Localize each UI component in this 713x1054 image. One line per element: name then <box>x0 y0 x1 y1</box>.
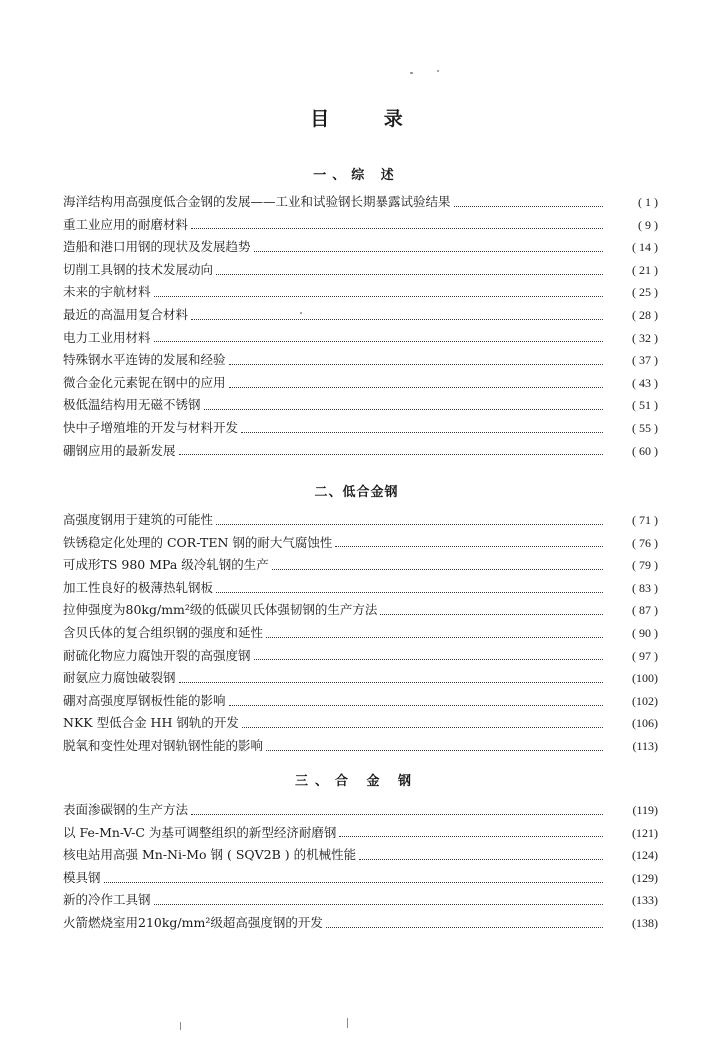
dot-leader <box>254 659 603 660</box>
toc-entry-page-number: ( 9 ) <box>638 217 658 232</box>
toc-entry[interactable] <box>63 668 658 691</box>
toc-entry[interactable] <box>63 328 658 351</box>
toc-entry-title: 火箭燃烧室用210kg/mm²级超高强度钢的开发 <box>63 914 323 930</box>
toc-entry-page-number: ( 51 ) <box>632 398 658 413</box>
toc-entry-title: 核电站用高强 Mn-Ni-Mo 钢 ( SQV2B ) 的机械性能 <box>63 847 357 863</box>
toc-entry-title: NKK 型低合金 HH 钢轨的开发 <box>63 715 239 731</box>
toc-entry-title: 脱氧和变性处理对钢轨钢性能的影响 <box>63 737 264 753</box>
toc-entry[interactable] <box>63 441 658 464</box>
toc-entry-title: 耐硫化物应力腐蚀开裂的高强度钢 <box>63 647 251 663</box>
toc-entry-page-number: ( 1 ) <box>638 195 658 209</box>
toc-entry-title: 耐氨应力腐蚀破裂钢 <box>63 670 176 686</box>
toc-entry-page-number: ( 37 ) <box>632 353 658 368</box>
toc-entry-page-number: ( 21 ) <box>632 262 658 277</box>
toc-entry[interactable] <box>63 350 658 373</box>
toc-list-alloy-steel <box>63 800 658 936</box>
toc-entry-page-number: (113) <box>632 738 658 753</box>
dot-leader <box>242 727 603 728</box>
dot-leader <box>454 206 603 207</box>
dot-leader <box>229 364 603 365</box>
toc-entry-title: 切削工具钢的技术发展动向 <box>63 261 214 277</box>
dot-leader <box>266 750 603 751</box>
toc-list-overview <box>63 192 658 463</box>
toc-entry[interactable] <box>63 555 658 578</box>
toc-entry-page-number: (129) <box>632 870 658 885</box>
toc-entry-page-number: ( 43 ) <box>632 375 658 390</box>
toc-entry[interactable] <box>63 282 658 305</box>
toc-entry-page-number: ( 28 ) <box>632 307 658 322</box>
toc-entry[interactable] <box>63 691 658 714</box>
toc-entry-title: 特殊钢水平连铸的发展和经验 <box>63 352 226 368</box>
toc-entry-page-number: ( 71 ) <box>632 513 658 527</box>
toc-entry-title: 微合金化元素铌在钢中的应用 <box>63 374 226 390</box>
dot-leader <box>359 859 603 860</box>
toc-entry-page-number: (106) <box>632 716 658 731</box>
toc-entry-page-number: ( 87 ) <box>632 603 658 618</box>
toc-entry[interactable] <box>63 845 658 868</box>
toc-entry-title: 铁锈稳定化处理的 COR-TEN 钢的耐大气腐蚀性 <box>63 534 333 550</box>
dot-leader <box>191 814 603 815</box>
toc-entry-title: 新的冷作工具钢 <box>63 892 151 908</box>
dot-leader <box>229 705 603 706</box>
dot-leader <box>154 904 603 905</box>
toc-entry-page-number: ( 60 ) <box>632 443 658 458</box>
toc-entry-title: 含贝氏体的复合组织钢的强度和延性 <box>63 624 264 640</box>
toc-entry-page-number: ( 90 ) <box>632 625 658 640</box>
toc-entry[interactable] <box>63 823 658 846</box>
dot-leader <box>335 546 603 547</box>
toc-entry[interactable] <box>63 713 658 736</box>
dot-leader <box>266 637 603 638</box>
toc-entry-page-number: ( 97 ) <box>632 648 658 663</box>
toc-entry-title: 未来的宇航材料 <box>63 284 151 300</box>
toc-entry-title: 电力工业用材料 <box>63 329 151 345</box>
toc-entry[interactable] <box>63 600 658 623</box>
toc-entry[interactable] <box>63 800 658 823</box>
dot-leader <box>254 251 603 252</box>
toc-entry[interactable] <box>63 192 658 215</box>
dot-leader <box>272 569 603 570</box>
toc-entry-page-number: (100) <box>632 671 658 686</box>
toc-entry-title: 极低温结构用无磁不锈钢 <box>63 397 201 413</box>
toc-entry-title: 造船和港口用钢的现状及发展趋势 <box>63 239 251 255</box>
dot-leader <box>191 319 603 320</box>
section-heading-alloy-steel: 三、合 金 钢 <box>294 774 419 789</box>
toc-entry-page-number: (138) <box>632 915 658 930</box>
toc-entry[interactable] <box>63 373 658 396</box>
toc-entry-title: 模具钢 <box>63 869 101 885</box>
toc-entry-page-number: (119) <box>632 803 658 817</box>
toc-entry-page-number: (102) <box>632 693 658 708</box>
scan-speck <box>410 72 413 74</box>
toc-entry[interactable] <box>63 418 658 441</box>
toc-entry[interactable] <box>63 533 658 556</box>
dot-leader <box>104 882 603 883</box>
toc-entry-page-number: (133) <box>632 893 658 908</box>
toc-entry[interactable] <box>63 913 658 936</box>
toc-entry-page-number: ( 76 ) <box>632 535 658 550</box>
toc-entry[interactable] <box>63 623 658 646</box>
toc-entry-page-number: ( 14 ) <box>632 240 658 255</box>
toc-entry[interactable] <box>63 305 658 328</box>
toc-entry[interactable] <box>63 736 658 759</box>
toc-entry[interactable] <box>63 215 658 238</box>
scan-speck <box>347 1018 348 1028</box>
toc-entry[interactable] <box>63 237 658 260</box>
dot-leader <box>154 296 603 297</box>
dot-leader <box>216 524 603 525</box>
toc-entry[interactable] <box>63 510 658 533</box>
toc-entry[interactable] <box>63 578 658 601</box>
toc-entry-title: 硼钢应用的最新发展 <box>63 442 176 458</box>
toc-entry-title: 最近的高温用复合材料 <box>63 306 189 322</box>
dot-leader <box>179 682 603 683</box>
toc-entry-page-number: ( 32 ) <box>632 330 658 345</box>
dot-leader <box>380 614 603 615</box>
toc-entry-title: 海洋结构用高强度低合金钢的发展——工业和试验钢长期暴露试验结果 <box>63 194 451 209</box>
section-heading-overview: 一、综 述 <box>313 168 400 183</box>
scan-speck <box>180 1022 181 1030</box>
dot-leader <box>179 454 603 455</box>
toc-entry[interactable] <box>63 260 658 283</box>
toc-entry-page-number: ( 55 ) <box>632 420 658 435</box>
dot-leader <box>241 432 603 433</box>
toc-entry[interactable] <box>63 395 658 418</box>
toc-entry[interactable] <box>63 646 658 669</box>
dot-leader <box>229 387 603 388</box>
toc-entry-title: 以 Fe-Mn-V-C 为基可调整组织的新型经济耐磨钢 <box>63 824 337 840</box>
toc-entry-page-number: ( 83 ) <box>632 580 658 595</box>
toc-entry[interactable] <box>63 868 658 891</box>
dot-leader <box>326 927 603 928</box>
dot-leader <box>191 228 603 229</box>
toc-entry-title: 高强度钢用于建筑的可能性 <box>63 512 214 527</box>
toc-entry-page-number: (124) <box>632 848 658 863</box>
dot-leader <box>154 341 603 342</box>
toc-entry[interactable] <box>63 890 658 913</box>
scan-speck <box>300 312 302 314</box>
toc-entry-title: 加工性良好的极薄热轧钢板 <box>63 579 214 595</box>
toc-list-low-alloy-steel <box>63 510 658 759</box>
toc-entry-page-number: ( 25 ) <box>632 285 658 300</box>
toc-entry-page-number: (121) <box>632 825 658 840</box>
toc-entry-title: 拉伸强度为80kg/mm²级的低碳贝氏体强韧钢的生产方法 <box>63 602 378 618</box>
scan-speck <box>437 70 439 72</box>
dot-leader <box>216 274 603 275</box>
page-title: 目 录 <box>310 108 427 130</box>
toc-entry-title: 可成形TS 980 MPa 级冷轧钢的生产 <box>63 557 269 573</box>
dot-leader <box>216 592 603 593</box>
toc-entry-title: 表面渗碳钢的生产方法 <box>63 802 189 817</box>
dot-leader <box>339 836 603 837</box>
toc-entry-title: 快中子增殖堆的开发与材料开发 <box>63 419 239 435</box>
dot-leader <box>204 409 603 410</box>
toc-entry-title: 硼对高强度厚钢板性能的影响 <box>63 692 226 708</box>
toc-entry-page-number: ( 79 ) <box>632 558 658 573</box>
toc-entry-title: 重工业应用的耐磨材料 <box>63 216 189 232</box>
section-heading-low-alloy-steel: 二、低合金钢 <box>314 485 399 500</box>
